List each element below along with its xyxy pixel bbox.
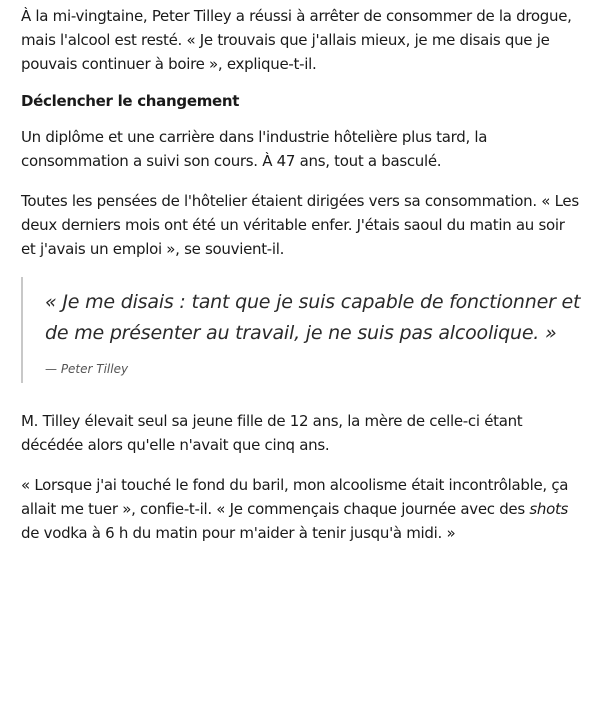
paragraph-rock-bottom-end: de vodka à 6 h du matin pour m'aider à tenir jusqu'à midi. » xyxy=(21,524,456,542)
pull-quote-attribution: — Peter Tilley xyxy=(45,362,129,376)
pull-quote xyxy=(21,277,582,383)
paragraph-daughter: M. Tilley élevait seul sa jeune fille de 12 ans, la mère de celle-ci étant décédée alors qu'elle n'avait que cinq ans. xyxy=(21,412,523,454)
paragraph-intro: À la mi-vingtaine, Peter Tilley a réussi à arrêter de consommer de la drogue, mais l'alcool est resté. « Je trouvais que j'allais mieux, je me disais que je pouvais continuer à boire », explique-t-il. xyxy=(21,7,572,73)
paragraph-career: Un diplôme et une carrière dans l'industrie hôtelière plus tard, la consommation a suivi son cours. À 47 ans, tout a basculé. xyxy=(21,128,488,170)
pull-quote-text: « Je me disais : tant que je suis capable de fonctionner et de me présenter au travail, je ne suis pas alcoolique. » xyxy=(45,291,581,344)
italic-shots: shots xyxy=(529,500,569,518)
section-subheading: Déclencher le changement xyxy=(21,92,240,110)
paragraph-consumption: Toutes les pensées de l'hôtelier étaient dirigées vers sa consommation. « Les deux derniers mois ont été un véritable enfer. J'étais saoul du matin au soir et j'avais un emploi », se souvient-il. xyxy=(21,192,579,258)
paragraph-rock-bottom-start: « Lorsque j'ai touché le fond du baril, mon alcoolisme était incontrôlable, ça allait me tuer », confie-t-il. « Je commençais chaque journée avec des xyxy=(21,476,569,518)
paragraph-rock-bottom xyxy=(21,473,582,545)
